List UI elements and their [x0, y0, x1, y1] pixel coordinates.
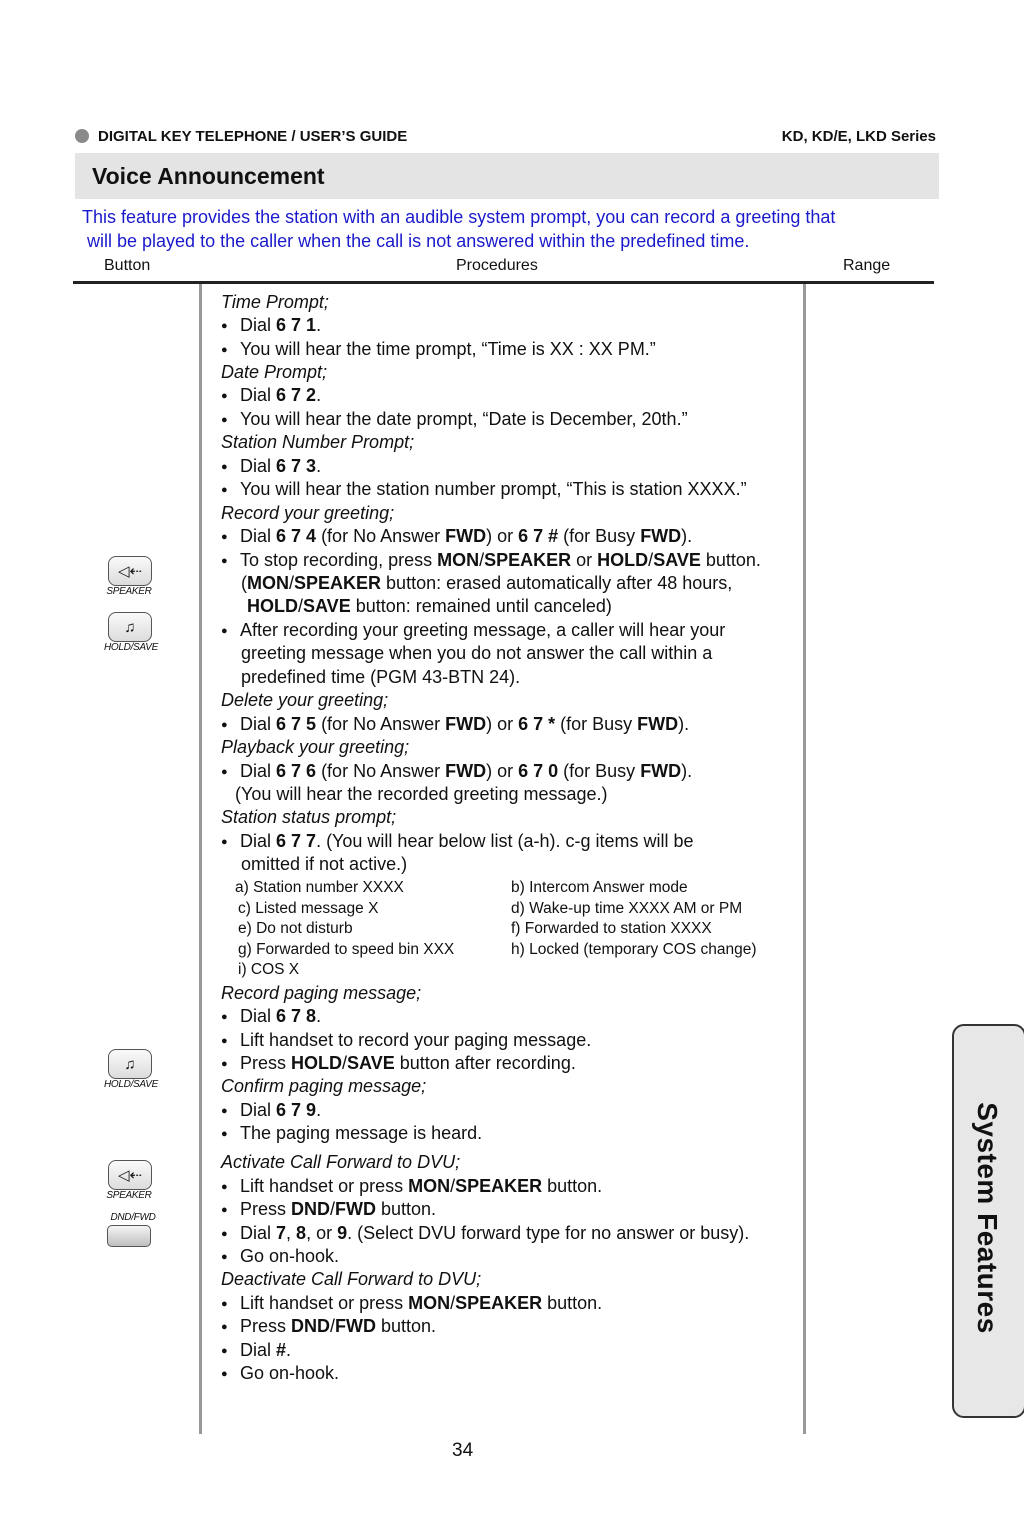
- music-note-icon: ♫: [108, 612, 152, 642]
- hold-save-button-graphic: [96, 612, 166, 653]
- button-caption: HOLD/SAVE: [104, 1079, 158, 1090]
- procedure-step: ● Lift handset or press MON/SPEAKER button.: [221, 1292, 602, 1315]
- button-caption: DND/FWD: [110, 1212, 156, 1223]
- procedure-step: ● To stop recording, press MON/SPEAKER or HOLD/SAVE button.: [221, 549, 761, 572]
- status-list-item: c) Listed message X: [238, 900, 379, 917]
- button-caption: SPEAKER: [106, 586, 152, 597]
- procedure-continuation: predefined time (PGM 43-BTN 24).: [241, 667, 521, 687]
- intro-line: will be played to the caller when the call is not answered within the predefined time.: [87, 231, 750, 251]
- button-caption: HOLD/SAVE: [104, 642, 158, 653]
- procedure-step: ● You will hear the date prompt, “Date is December, 20th.”: [221, 408, 688, 431]
- status-list-item: b) Intercom Answer mode: [511, 879, 688, 896]
- procedure-note: (MON/SPEAKER button: erased automatically after 48 hours,: [241, 573, 733, 593]
- status-list-item: e) Do not disturb: [238, 920, 353, 937]
- subheading-time-prompt: Time Prompt;: [221, 292, 329, 312]
- procedure-step: ● Dial 7, 8, or 9. (Select DVU forward type for no answer or busy).: [221, 1222, 749, 1245]
- procedure-step: ● Dial 6 7 9.: [221, 1099, 321, 1122]
- status-list-item: h) Locked (temporary COS change): [511, 941, 757, 958]
- subheading-delete-greeting: Delete your greeting;: [221, 690, 389, 710]
- procedure-step: ● Lift handset to record your paging message.: [221, 1029, 591, 1052]
- procedure-step: ● Press DND/FWD button.: [221, 1315, 436, 1338]
- button-caption: SPEAKER: [106, 1190, 152, 1201]
- column-header-range: Range: [843, 257, 891, 274]
- procedure-step: ● The paging message is heard.: [221, 1122, 482, 1145]
- speaker-icon: ◁⇠: [108, 1160, 152, 1190]
- section-title: Voice Announcement: [92, 163, 325, 189]
- subheading-playback-greeting: Playback your greeting;: [221, 737, 410, 757]
- dnd-fwd-key-icon: [107, 1225, 151, 1247]
- subheading-activate-dvu: Activate Call Forward to DVU;: [221, 1152, 461, 1172]
- speaker-icon: ◁⇠: [108, 556, 152, 586]
- subheading-record-greeting: Record your greeting;: [221, 503, 395, 523]
- intro-line: This feature provides the station with an audible system prompt, you can record a greeting that: [82, 207, 836, 227]
- subheading-deactivate-dvu: Deactivate Call Forward to DVU;: [221, 1269, 482, 1289]
- procedure-step: ● Go on-hook.: [221, 1245, 339, 1268]
- procedure-step: ● Dial 6 7 8.: [221, 1005, 321, 1028]
- status-list-item: i) COS X: [238, 961, 300, 978]
- column-divider: [199, 284, 202, 1434]
- procedure-step: ● After recording your greeting message, a caller will hear your: [221, 619, 725, 642]
- status-list-item: d) Wake-up time XXXX AM or PM: [511, 900, 743, 917]
- procedure-note: (You will hear the recorded greeting message.): [235, 784, 608, 804]
- procedure-step: ● Dial 6 7 2.: [221, 384, 321, 407]
- subheading-date-prompt: Date Prompt;: [221, 362, 328, 382]
- procedure-step: ● Press DND/FWD button.: [221, 1198, 436, 1221]
- subheading-station-prompt: Station Number Prompt;: [221, 432, 415, 452]
- status-list-item: a) Station number XXXX: [235, 879, 404, 896]
- procedures-column: [221, 0, 821, 1536]
- dnd-fwd-button-graphic: [98, 1212, 168, 1247]
- hold-save-button-graphic: [96, 1049, 166, 1090]
- procedure-note: HOLD/SAVE button: remained until canceled): [247, 596, 612, 616]
- column-header-procedures: Procedures: [456, 257, 538, 274]
- page-number: 34: [452, 1440, 474, 1461]
- procedure-step: ● Dial 6 7 1.: [221, 314, 321, 337]
- header-series: KD, KD/E, LKD Series: [781, 128, 936, 145]
- procedure-step: ● Go on-hook.: [221, 1362, 339, 1385]
- column-header-button: Button: [104, 257, 151, 274]
- header-guide-title: DIGITAL KEY TELEPHONE / USER’S GUIDE: [98, 128, 408, 145]
- speaker-button-graphic: [94, 556, 164, 597]
- procedure-step: ● Press HOLD/SAVE button after recording.: [221, 1052, 576, 1075]
- procedure-step: ● Dial 6 7 6 (for No Answer FWD) or 6 7 0 (for Busy FWD).: [221, 760, 692, 783]
- speaker-button-graphic: [94, 1160, 164, 1201]
- subheading-record-paging: Record paging message;: [221, 983, 422, 1003]
- section-side-tab-label: System Features: [972, 1102, 1003, 1334]
- procedure-step: ● You will hear the time prompt, “Time is XX : XX PM.”: [221, 338, 656, 361]
- status-list-item: g) Forwarded to speed bin XXX: [238, 941, 455, 958]
- music-note-icon: ♫: [108, 1049, 152, 1079]
- subheading-status-prompt: Station status prompt;: [221, 807, 397, 827]
- status-list-item: f) Forwarded to station XXXX: [511, 920, 712, 937]
- procedure-step: ● Dial 6 7 5 (for No Answer FWD) or 6 7 * (for Busy FWD).: [221, 713, 689, 736]
- procedure-step: ● Dial 6 7 4 (for No Answer FWD) or 6 7 # (for Busy FWD).: [221, 525, 692, 548]
- procedure-step: ● Lift handset or press MON/SPEAKER button.: [221, 1175, 602, 1198]
- procedure-step: ● Dial #.: [221, 1339, 291, 1362]
- subheading-confirm-paging: Confirm paging message;: [221, 1076, 427, 1096]
- procedure-step: ● Dial 6 7 3.: [221, 455, 321, 478]
- procedure-continuation: omitted if not active.): [241, 854, 408, 874]
- procedure-step: ● Dial 6 7 7. (You will hear below list (a-h). c-g items will be: [221, 830, 694, 853]
- header-bullet: [75, 129, 89, 143]
- procedure-step: ● You will hear the station number prompt, “This is station XXXX.”: [221, 478, 747, 501]
- procedure-continuation: greeting message when you do not answer the call within a: [241, 643, 713, 663]
